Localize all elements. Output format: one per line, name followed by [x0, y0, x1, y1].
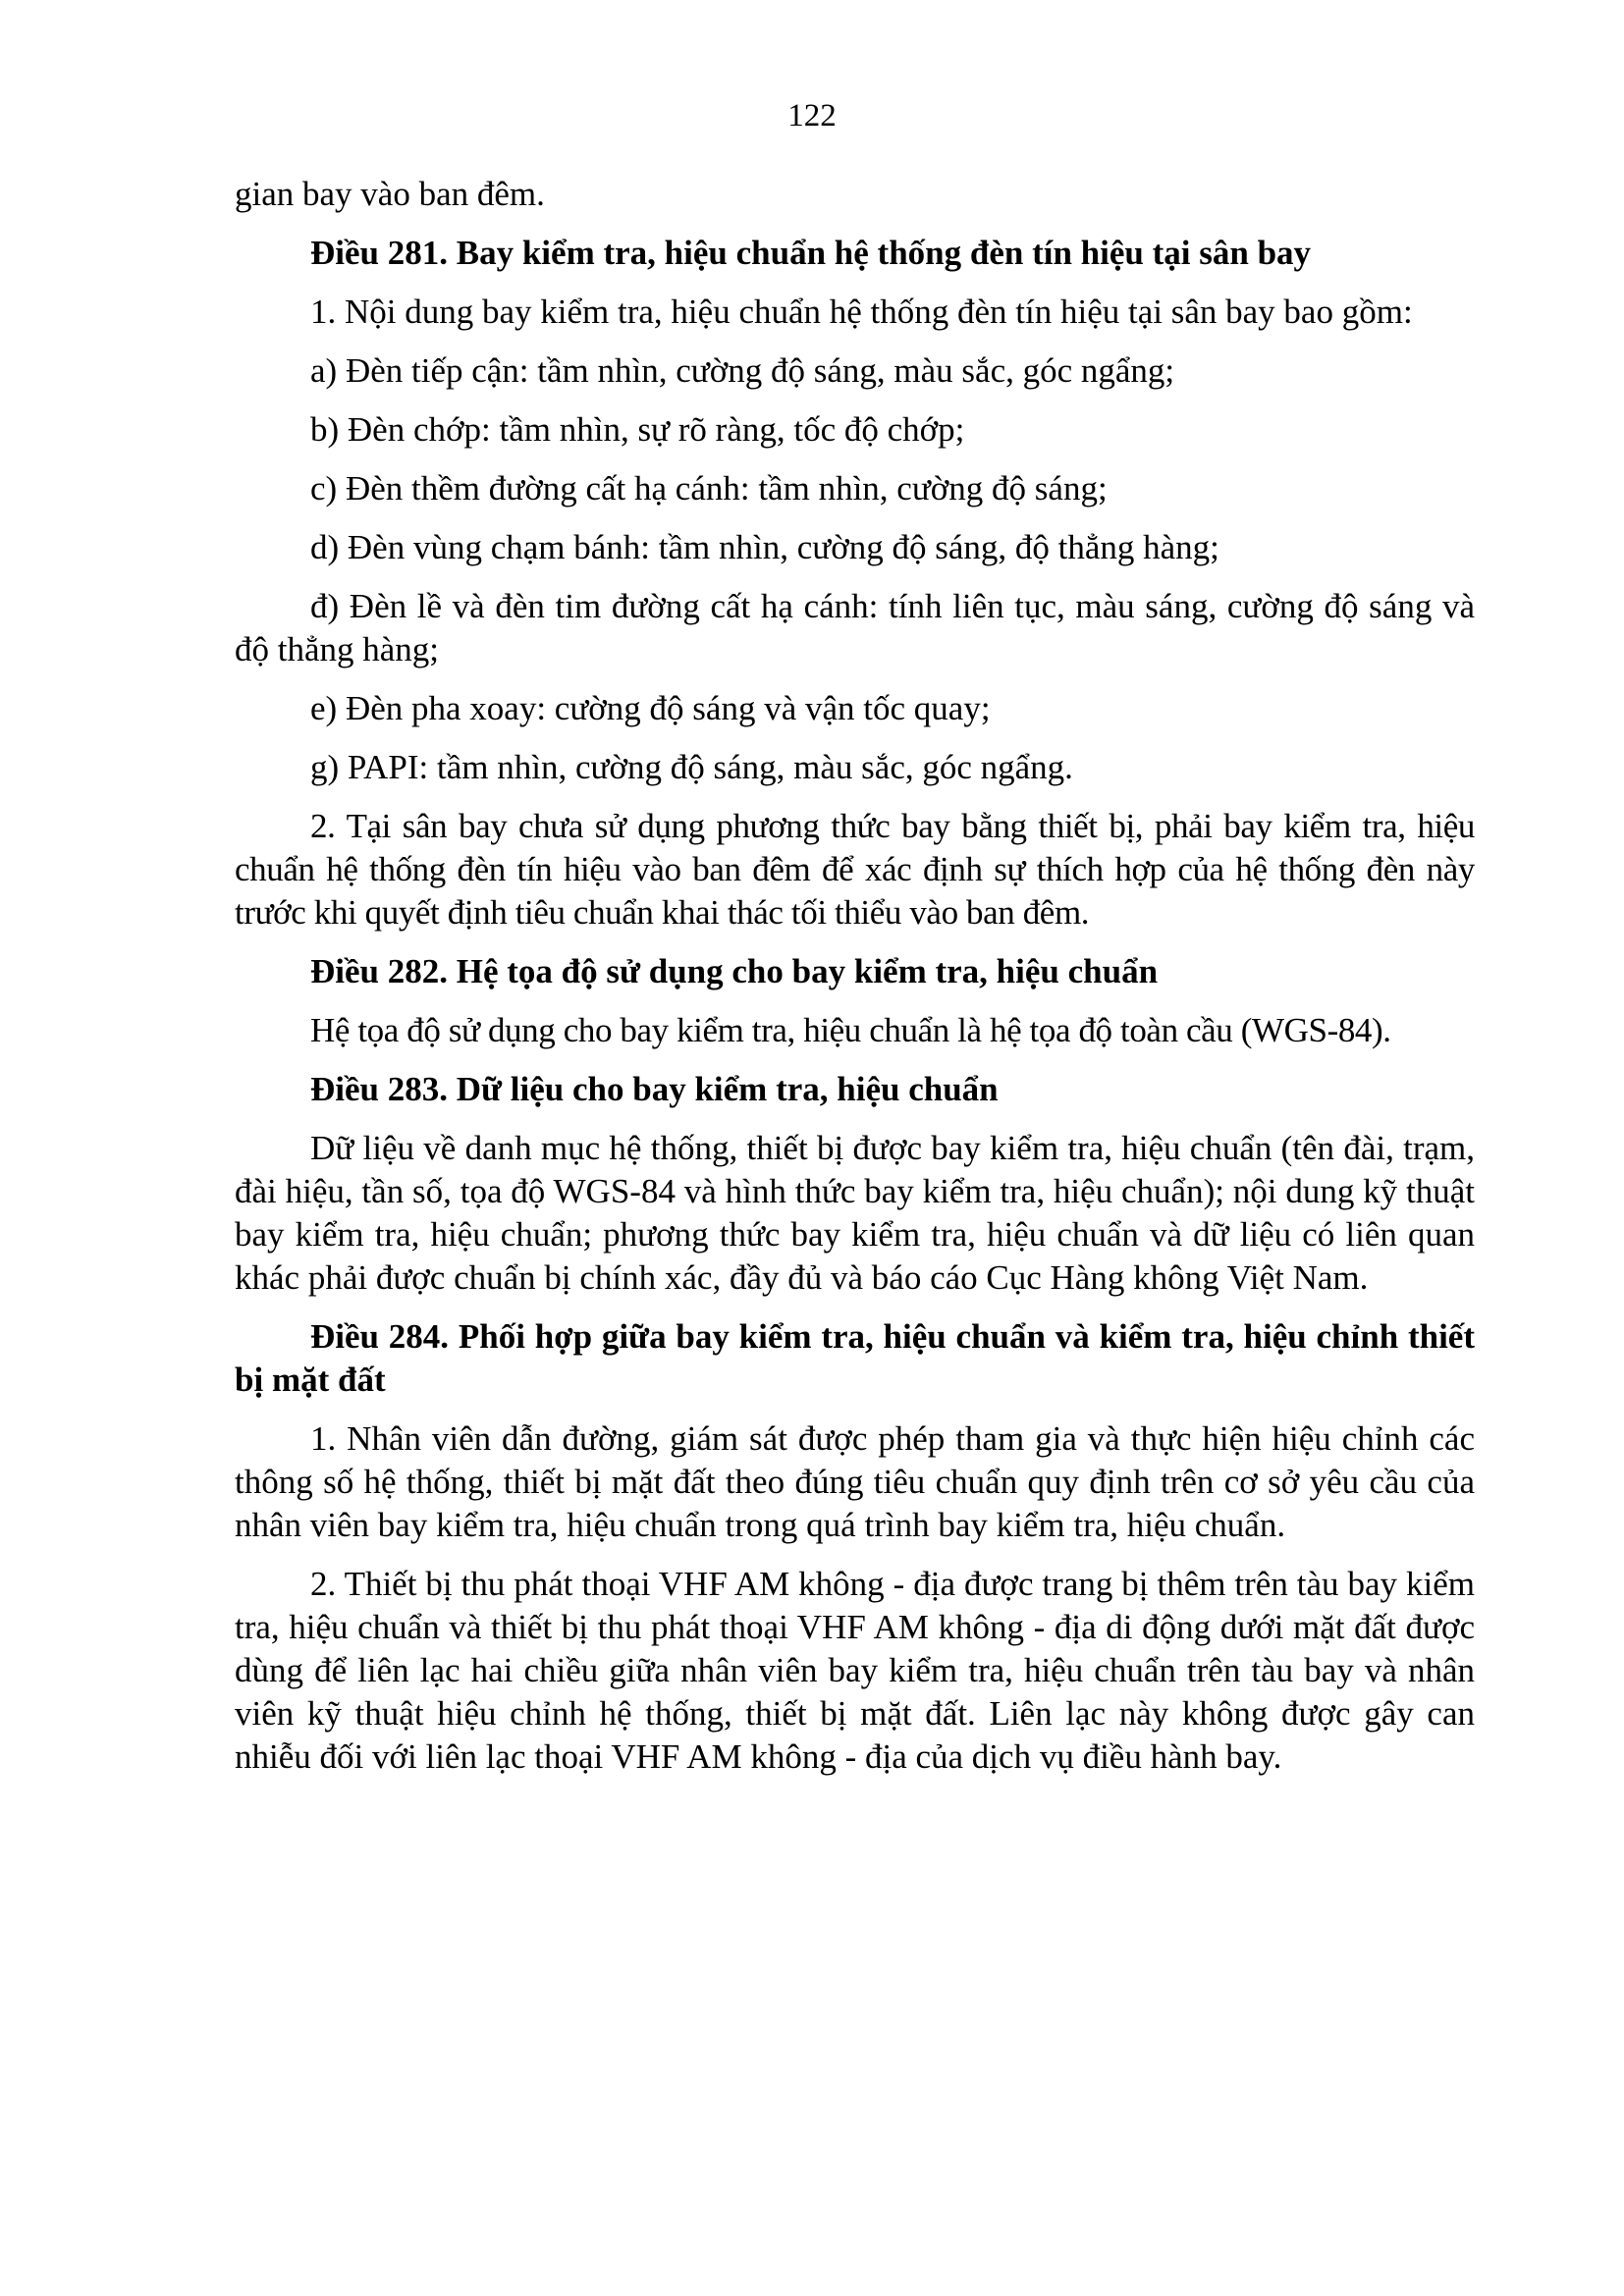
document-body	[235, 173, 1475, 1779]
article-281-item-g: g) PAPI: tầm nhìn, cường độ sáng, màu sắc, góc ngẩng.	[310, 748, 1073, 786]
page-number: 122	[787, 98, 837, 133]
article-283-body: Dữ liệu về danh mục hệ thống, thiết bị được bay kiểm tra, hiệu chuẩn (tên đài, trạm, đài hiệu, tần số, tọa độ WGS-84 và hình thức bay kiểm tra, hiệu chuẩn); nội dung kỹ thuật bay kiểm tra, hiệu chuẩn; phương thức bay kiểm tra, hiệu chuẩn và dữ liệu có liên quan khác phải được chuẩn bị chính xác, đầy đủ và báo cáo Cục Hàng không Việt Nam.	[235, 1129, 1475, 1297]
article-281-item-b: b) Đèn chớp: tầm nhìn, sự rõ ràng, tốc độ chớp;	[310, 410, 965, 449]
article-284-heading: Điều 284. Phối hợp giữa bay kiểm tra, hiệu chuẩn và kiểm tra, hiệu chỉnh thiết bị mặt đất	[235, 1317, 1475, 1399]
article-282-body: Hệ tọa độ sử dụng cho bay kiểm tra, hiệu chuẩn là hệ tọa độ toàn cầu (WGS-84).	[310, 1011, 1391, 1049]
article-281-item-a: a) Đèn tiếp cận: tầm nhìn, cường độ sáng, màu sắc, góc ngẩng;	[310, 351, 1175, 390]
article-281-heading: Điều 281. Bay kiểm tra, hiệu chuẩn hệ thống đèn tín hiệu tại sân bay	[310, 234, 1312, 272]
article-281-item-dd: đ) Đèn lề và đèn tim đường cất hạ cánh: tính liên tục, màu sáng, cường độ sáng và độ thẳng hàng;	[235, 587, 1475, 668]
article-284-clause-1: 1. Nhân viên dẫn đường, giám sát được phép tham gia và thực hiện hiệu chỉnh các thông số hệ thống, thiết bị mặt đất theo đúng tiêu chuẩn quy định trên cơ sở yêu cầu của nhân viên bay kiểm tra, hiệu chuẩn trong quá trình bay kiểm tra, hiệu chuẩn.	[235, 1419, 1475, 1544]
article-281-clause-2: 2. Tại sân bay chưa sử dụng phương thức bay bằng thiết bị, phải bay kiểm tra, hiệu chuẩn hệ thống đèn tín hiệu vào ban đêm để xác định sự thích hợp của hệ thống đèn này trước khi quyết định tiêu chuẩn khai thác tối thiểu vào ban đêm.	[235, 807, 1475, 932]
continued-paragraph: gian bay vào ban đêm.	[235, 175, 545, 213]
article-284-clause-2: 2. Thiết bị thu phát thoại VHF AM không - địa được trang bị thêm trên tàu bay kiểm tra, hiệu chuẩn và thiết bị thu phát thoại VHF AM không - địa di động dưới mặt đất được dùng để liên lạc hai chiều giữa nhân viên bay kiểm tra, hiệu chuẩn trên tàu bay và nhân viên kỹ thuật hiệu chỉnh hệ thống, thiết bị mặt đất. Liên lạc này không được gây can nhiễu đối với liên lạc thoại VHF AM không - địa của dịch vụ điều hành bay.	[235, 1565, 1475, 1776]
article-283-heading: Điều 283. Dữ liệu cho bay kiểm tra, hiệu chuẩn	[310, 1070, 999, 1108]
article-281-item-e: e) Đèn pha xoay: cường độ sáng và vận tốc quay;	[310, 689, 991, 727]
article-282-heading: Điều 282. Hệ tọa độ sử dụng cho bay kiểm tra, hiệu chuẩn	[310, 952, 1159, 990]
article-281-clause-1: 1. Nội dung bay kiểm tra, hiệu chuẩn hệ thống đèn tín hiệu tại sân bay bao gồm:	[310, 293, 1413, 331]
article-281-item-d: d) Đèn vùng chạm bánh: tầm nhìn, cường độ sáng, độ thẳng hàng;	[310, 528, 1219, 566]
article-281-item-c: c) Đèn thềm đường cất hạ cánh: tầm nhìn, cường độ sáng;	[310, 469, 1108, 507]
